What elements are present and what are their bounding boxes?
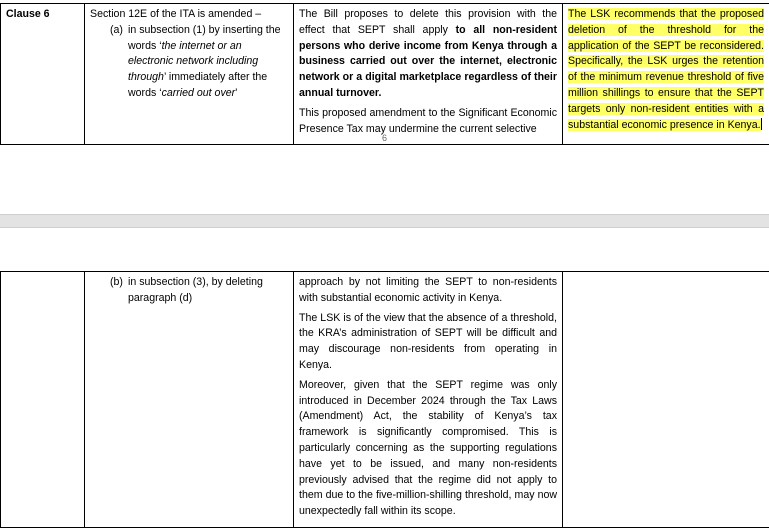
item-text: in subsection (3), by deleting paragraph (d) <box>128 275 288 307</box>
clause-cell[interactable] <box>1 4 85 145</box>
highlighted-text: The LSK recommends that the proposed deletion of the threshold for the application of the SEPT be reconsidered. Specifically, the LSK urges the retention of the minimum revenue threshold of five million shillings to ensure that the SEPT targets only non-resident entities with a substantial economic presence in Kenya. <box>568 8 764 131</box>
table-row <box>1 4 769 145</box>
text-cursor <box>761 118 762 130</box>
document-page-top <box>0 0 769 150</box>
provision-item-b <box>90 275 288 307</box>
comment-paragraph: The LSK is of the view that the absence of a threshold, the KRA’s administration of SEPT will be difficult and may discourage non-residents from operating in Kenya. <box>299 311 557 374</box>
comment-cell[interactable] <box>294 4 563 145</box>
item-text: in subsection (1) by inserting the words ‘the internet or an electronic network including through’ immediately after the words ‘carried out over’ <box>128 23 288 102</box>
comment-paragraph: The Bill proposes to delete this provision with the effect that SEPT shall apply to all non-resident persons who derive income from Kenya through a business carried out over the internet, electronic network or a digital marketplace regardless of their annual turnover. <box>299 7 557 102</box>
page-number: 6 <box>0 133 769 143</box>
clause-table-top <box>0 3 769 145</box>
recommendation-cell[interactable] <box>563 4 769 145</box>
item-marker: (a) <box>110 23 128 102</box>
clause-label: Clause 6 <box>6 8 50 20</box>
recommendation-cell[interactable] <box>563 272 769 528</box>
comment-cell[interactable] <box>294 272 563 528</box>
provision-intro: Section 12E of the ITA is amended – <box>90 7 288 23</box>
provision-item-a <box>90 23 288 102</box>
clause-cell[interactable] <box>1 272 85 528</box>
item-marker: (b) <box>110 275 128 307</box>
comment-paragraph: approach by not limiting the SEPT to non-residents with substantial economic activity in Kenya. <box>299 275 557 307</box>
recommendation-paragraph <box>568 7 764 133</box>
comment-paragraph: Moreover, given that the SEPT regime was only introduced in December 2024 through the Tax Laws (Amendment) Act, the stability of Kenya’s tax framework is significantly compromised. This is particularly concerning as the supporting regulations have yet to be issued, and many non-residents previously advised that the regime did not apply to them due to the five-million-shilling threshold, may now unexpectedly fall within its scope. <box>299 378 557 520</box>
comment-paragraph: This proposed amendment to the Significant Economic Presence Tax may undermine the current selective <box>299 106 557 138</box>
clause-table-bottom <box>0 271 769 528</box>
page-separator <box>0 214 769 228</box>
table-row <box>1 272 769 528</box>
provision-cell[interactable] <box>85 4 294 145</box>
provision-cell[interactable] <box>85 272 294 528</box>
